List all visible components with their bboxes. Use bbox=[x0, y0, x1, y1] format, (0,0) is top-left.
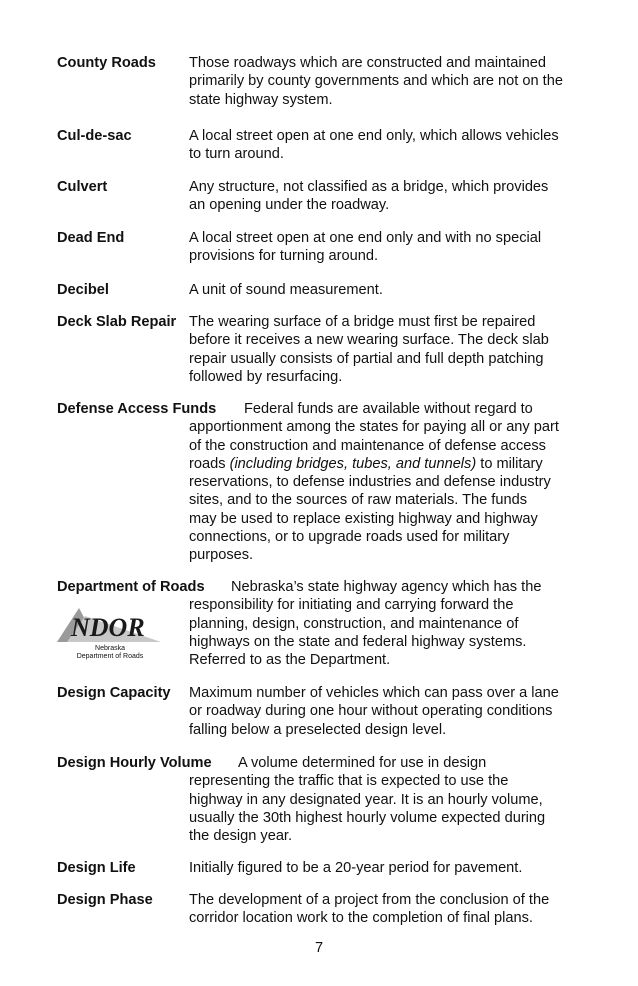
definition: Initially figured to be a 20-year period for pavement. bbox=[189, 860, 523, 876]
entry-culvert bbox=[57, 178, 587, 215]
term: County Roads bbox=[57, 55, 156, 71]
definition: A unit of sound measurement. bbox=[189, 282, 383, 298]
definition-first-line: Nebraska’s state highway agency which has the bbox=[231, 579, 542, 595]
definition: The wearing surface of a bridge must first be repaired before it receives a new wearing surface. The deck slab repair usually consists of partial and full depth patching followed by resurfacing. bbox=[189, 314, 549, 385]
entry-design-phase bbox=[57, 891, 587, 928]
svg-text:Department of Roads: Department of Roads bbox=[76, 653, 144, 660]
term: Design Capacity bbox=[57, 685, 171, 701]
term: Defense Access Funds bbox=[57, 401, 217, 417]
entry-department-of-roads bbox=[57, 578, 587, 669]
definition: Maximum number of vehicles which can pass over a lane or roadway during one hour without operating conditions falling below a preselected design level. bbox=[189, 685, 559, 738]
definition: A local street open at one end only, which allows vehicles to turn around. bbox=[189, 128, 559, 163]
svg-text:Nebraska: Nebraska bbox=[95, 645, 125, 652]
entry-cul-de-sac bbox=[57, 127, 587, 164]
entry-design-life bbox=[57, 859, 587, 877]
definition-first-line: Federal funds are available without regard to bbox=[244, 401, 533, 417]
entry-deck-slab-repair bbox=[57, 313, 587, 386]
definition: A local street open at one end only and with no special provisions for turning around. bbox=[189, 230, 542, 265]
term: Design Phase bbox=[57, 892, 153, 908]
definition: Any structure, not classified as a bridge, which provides an opening under the roadway. bbox=[189, 179, 549, 214]
entry-county-roads bbox=[57, 54, 587, 109]
term: Culvert bbox=[57, 179, 108, 195]
term: Design Hourly Volume bbox=[57, 755, 212, 771]
definition: responsibility for initiating and carrying forward the planning, design, construction, and maintenance of highways on the state and federal highway systems. Referred to as the Department. bbox=[189, 597, 527, 669]
term: Design Life bbox=[57, 860, 136, 876]
term: Dead End bbox=[57, 230, 125, 246]
term: Deck Slab Repair bbox=[57, 314, 177, 330]
entry-design-hourly-volume bbox=[57, 754, 587, 845]
definition: The development of a project from the conclusion of the corridor location work to the completion of final plans. bbox=[189, 892, 550, 927]
definition: apportionment among the states for paying all or any part of the construction and maintenance of defense access roads (including bridges, tubes, and tunnels) to military reservations, to defense industries and defense industry sites, and to the sources of raw materials. The funds may be used to replace existing highway and highway connections, or to upgrade roads used for military purposes. bbox=[189, 419, 559, 564]
entry-design-capacity bbox=[57, 684, 587, 739]
svg-text:NDOR: NDOR bbox=[71, 613, 145, 642]
page-number: 7 bbox=[314, 940, 324, 956]
definition: representing the traffic that is expected to use the highway in any designated year. It is an hourly volume, usually the 30th highest hourly volume expected during the design year. bbox=[189, 773, 546, 845]
term: Cul-de-sac bbox=[57, 128, 132, 144]
term: Department of Roads bbox=[57, 579, 205, 595]
entry-dead-end bbox=[57, 229, 587, 266]
definition-first-line: A volume determined for use in design bbox=[238, 755, 487, 771]
definition: Those roadways which are constructed and maintained primarily by county governments and which are not on the state highway system. bbox=[189, 55, 563, 108]
entry-decibel bbox=[57, 281, 587, 299]
ndor-logo bbox=[57, 602, 163, 660]
entry-defense-access-funds bbox=[57, 400, 587, 565]
term: Decibel bbox=[57, 282, 109, 298]
